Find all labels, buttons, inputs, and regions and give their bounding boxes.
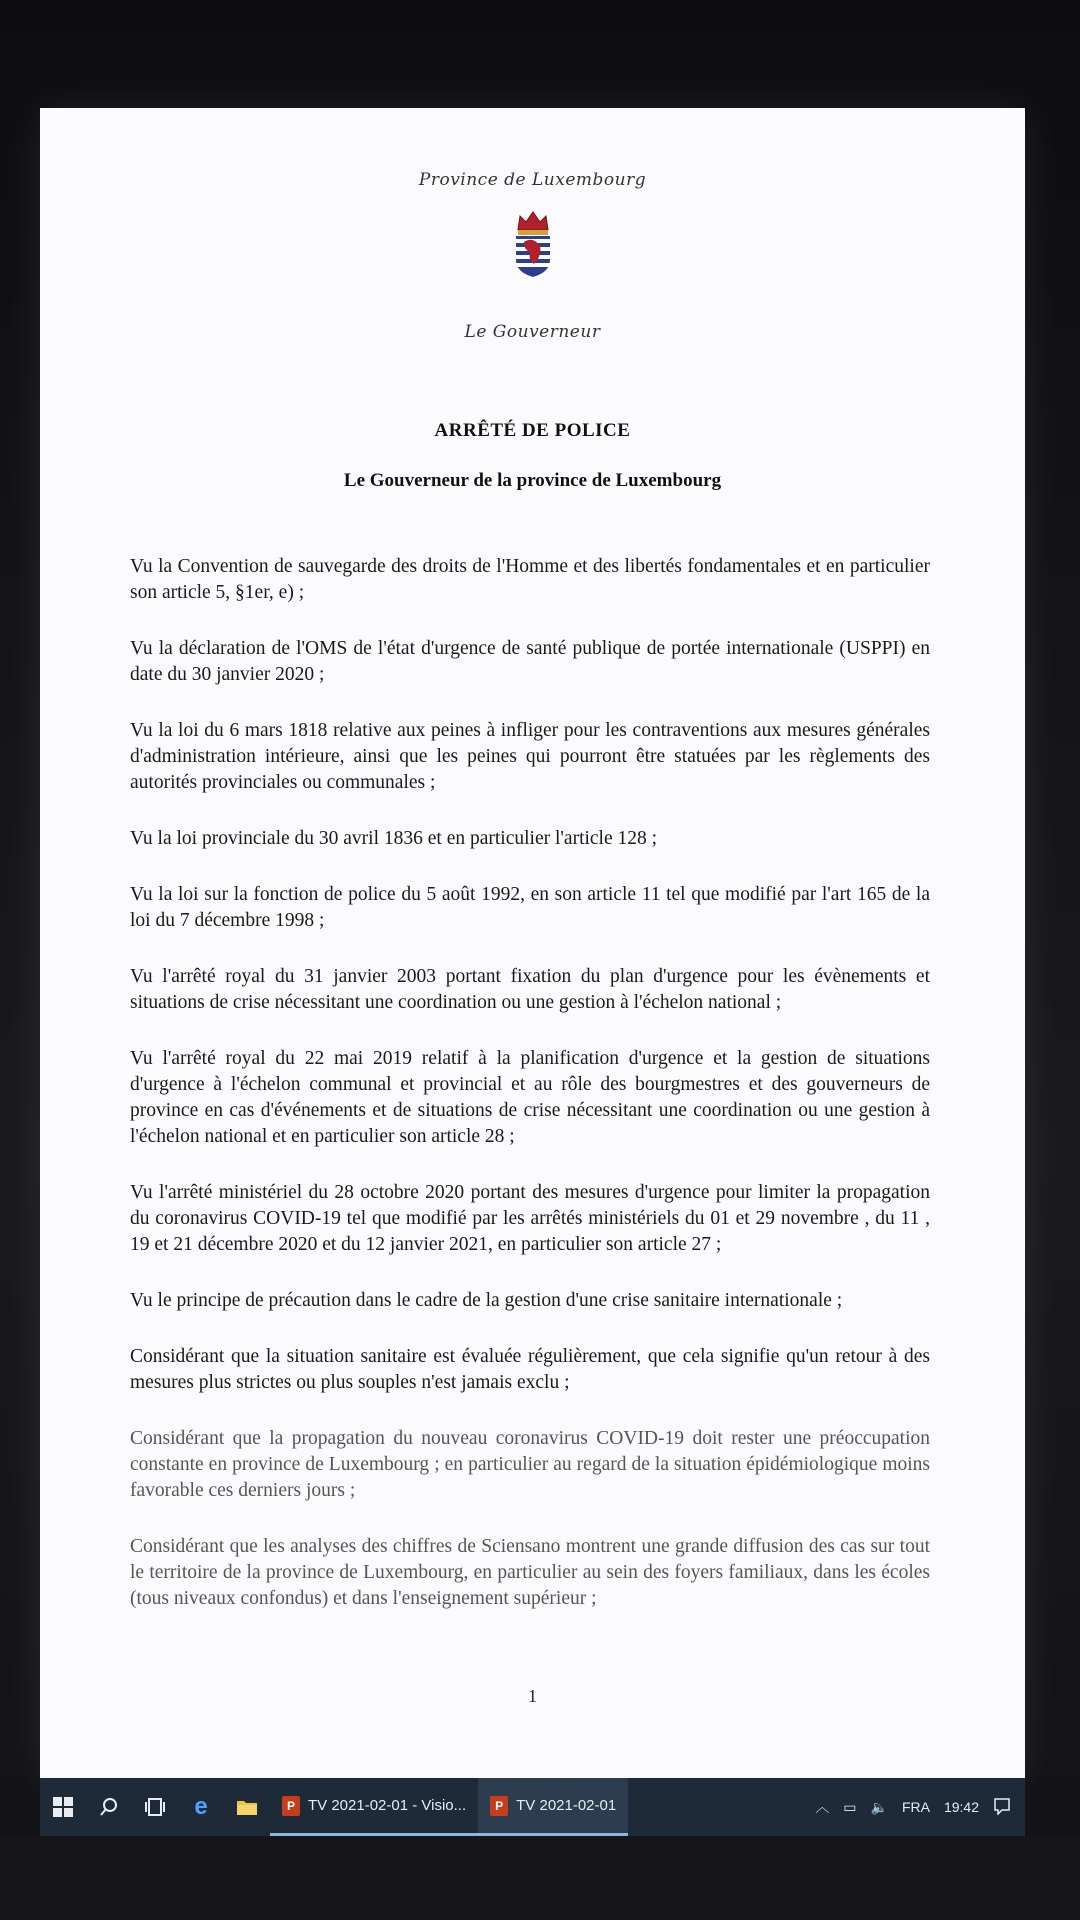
windows-taskbar <box>40 1778 1025 1836</box>
edge-browser-icon[interactable]: e <box>194 1793 208 1820</box>
chevron-up-icon[interactable]: ︿ <box>815 1799 830 1815</box>
paragraph: Vu la Convention de sauvegarde des droits de l'Homme et des libertés fondamentales et en particulier son article 5, §1er, e) ; <box>130 556 930 603</box>
clock[interactable]: 19:42 <box>943 1799 979 1815</box>
document-title: ARRÊTÉ DE POLICE <box>434 420 631 441</box>
page-number: 1 <box>528 1686 537 1706</box>
paragraph: Vu la déclaration de l'OMS de l'état d'urgence de santé publique de portée internationale (USPPI) en date du 30 janvier 2020 ; <box>130 638 930 685</box>
monitor-bottom-bezel <box>0 1836 1080 1920</box>
language-indicator[interactable]: FRA <box>901 1799 930 1815</box>
paragraph: Considérant que la situation sanitaire est évaluée régulièrement, que cela signifie qu'un retour à des mesures plus strictes ou plus souples n'est jamais exclu ; <box>130 1346 930 1393</box>
document-subtitle: Le Gouverneur de la province de Luxembourg <box>343 470 722 491</box>
document-body <box>130 554 930 1642</box>
paragraph: Vu l'arrêté royal du 22 mai 2019 relatif à la planification d'urgence et la gestion de situations d'urgence à l'échelon communal et provincial et au rôle des bourgmestres et des gouverneurs de province en cas d'événements et de situations de crise nécessitant une coordination ou une gestion à l'échelon national et en particulier son article 28 ; <box>130 1048 930 1147</box>
paragraph: Vu la loi sur la fonction de police du 5 août 1992, en son article 11 tel que modifié par l'art 165 de la loi du 7 décembre 1998 ; <box>130 884 930 931</box>
paragraph: Considérant que la propagation du nouveau coronavirus COVID-19 doit rester une préoccupation constante en province de Luxembourg ; en particulier au regard de la situation épidémiologique moins favorable ces derniers jours ; <box>130 1428 930 1501</box>
paragraph: Vu la loi provinciale du 30 avril 1836 et en particulier l'article 128 ; <box>130 828 658 849</box>
taskbar-app-visio[interactable] <box>270 1778 478 1836</box>
powerpoint-icon: P <box>282 1796 300 1816</box>
volume-icon[interactable]: 🔈 <box>870 1798 888 1815</box>
coat-of-arms-icon <box>510 208 556 278</box>
powerpoint-icon: P <box>490 1796 508 1816</box>
system-tray <box>815 1797 1025 1818</box>
letterhead <box>40 170 1025 342</box>
paragraph: Considérant que les analyses des chiffres de Sciensano montrent une grande diffusion des cas sur tout le territoire de la province de Luxembourg, en particulier au sein des foyers familiaux, dans les écoles (tous niveaux confondus) et dans l'enseignement supérieur ; <box>130 1536 930 1609</box>
paragraph: Vu l'arrêté ministériel du 28 octobre 2020 portant des mesures d'urgence pour limiter la propagation du coronavirus COVID-19 tel que modifié par les arrêtés ministériels du 01 et 29 novembre , du 11 , 19 et 21 décembre 2020 et du 12 janvier 2021, en particulier son article 27 ; <box>130 1182 930 1255</box>
document-page <box>40 108 1025 1778</box>
network-icon[interactable]: ▭ <box>843 1798 857 1815</box>
letterhead-province: Province de Luxembourg <box>418 170 647 190</box>
taskbar-app-label: TV 2021-02-01 - Visio... <box>308 1797 467 1814</box>
task-view-icon[interactable] <box>132 1778 178 1836</box>
paragraph: Vu l'arrêté royal du 31 janvier 2003 portant fixation du plan d'urgence pour les évènements et situations de crise nécessitant une coordination ou une gestion à l'échelon national ; <box>130 966 930 1013</box>
paragraph: Vu le principe de précaution dans le cadre de la gestion d'une crise sanitaire internationale ; <box>130 1290 843 1311</box>
windows-start-icon[interactable] <box>40 1778 86 1836</box>
file-explorer-icon[interactable] <box>224 1778 270 1836</box>
paragraph: Vu la loi du 6 mars 1818 relative aux peines à infliger pour les contraventions aux mesures générales d'administration intérieure, ainsi que les peines qui pourront être statuées par les règlements des autorités provinciales ou communales ; <box>130 720 930 793</box>
letterhead-governor: Le Gouverneur <box>464 322 601 342</box>
taskbar-app-slideshow[interactable] <box>478 1778 628 1836</box>
notification-icon[interactable] <box>993 1797 1011 1818</box>
taskbar-app-label: TV 2021-02-01 <box>516 1797 617 1814</box>
search-icon[interactable] <box>86 1778 132 1836</box>
